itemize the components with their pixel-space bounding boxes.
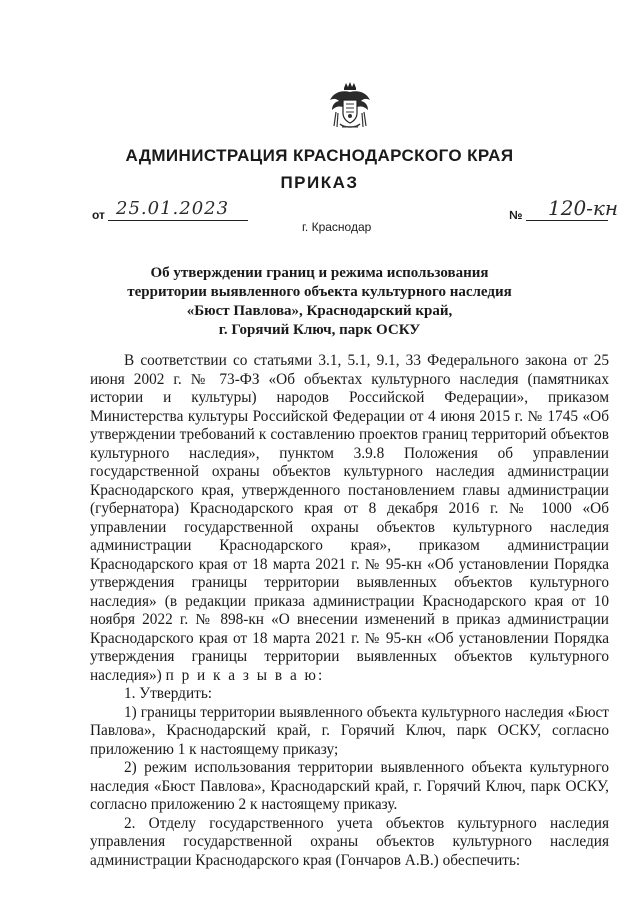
item-paragraph: 2) режим использования территории выявленного объекта культурного наследия «Бюст Павлова», Краснодарский край, г. Горячий Ключ, парк ОСКУ, согласно приложению 2 к настоящему приказу. — [90, 759, 609, 813]
handwritten-date: 25.01.2023 — [116, 198, 230, 219]
order-word: п р и к а з ы в а ю: — [165, 666, 325, 684]
subject-line: территории выявленного объекта культурного наследия — [127, 284, 512, 300]
number-label: № — [509, 208, 523, 222]
preamble-text: В соответствии со статьями 3.1, 5.1, 9.1, 33 Федерального закона от 25 июня 2002 г. № 73-ФЗ «Об объектах культурного наследия (памятниках истории и культуры) народов Российской Федерации», приказом Министерства культуры Российской Федерации от 4 июня 2015 г. № 1745 «Об утверждении требований к составлению проектов границ территорий объектов культурного наследия», пунктом 3.9.8 Положения об управлении государственной охраны объектов культурного наследия администрации Краснодарского края, утвержденного постановлением главы администрации (губернатора) Краснодарского края от 8 декабря 2016 г. № 1000 «Об управлении государственной охраны объектов культурного наследия администрации Краснодарского края», приказом администрации Краснодарского края от 18 марта 2021 г. № 95-кн «Об установлении Порядка утверждения границы территории выявленных объектов культурного наследия» (в редакции приказа администрации Краснодарского края от 10 ноября 2022 г. № 898-кн «О внесении изменений в приказ администрации Краснодарского края от 18 марта 2021 г. № 95-кн «Об установлении Порядка утверждения границы территории выявленных объектов культурного наследия») — [90, 352, 609, 684]
item-paragraph: 1) границы территории выявленного объекта культурного наследия «Бюст Павлова», Краснодарский край, г. Горячий Ключ, парк ОСКУ, согласно приложению 1 к настоящему приказу; — [90, 703, 609, 758]
item-paragraph: 2. Отделу государственного учета объектов культурного наследия управления государственной охраны объектов культурного наследия администрации Краснодарского края (Гончаров А.В.) обеспечить: — [90, 814, 609, 869]
subject-line: г. Горячий Ключ, парк ОСКУ — [218, 322, 421, 338]
document-subject — [0, 264, 639, 340]
preamble-paragraph — [90, 352, 609, 685]
date-label: от — [92, 208, 105, 222]
document-meta-row — [0, 196, 639, 234]
document-type: ПРИКАЗ — [280, 173, 359, 192]
item-paragraph: 1. Утвердить: — [124, 685, 213, 702]
handwritten-number: 120-кн — [548, 196, 619, 220]
city-label: г. Краснодар — [302, 220, 372, 234]
subject-line: Об утверждении границ и режима использования — [150, 265, 489, 281]
date-underline — [108, 220, 248, 221]
krasnodar-coat-of-arms-icon — [328, 82, 372, 130]
number-underline — [526, 220, 608, 221]
subject-line: «Бюст Павлова», Краснодарский край, — [186, 303, 453, 319]
organization-title: АДМИНИСТРАЦИЯ КРАСНОДАРСКОГО КРАЯ — [125, 146, 514, 165]
document-body — [90, 352, 609, 870]
